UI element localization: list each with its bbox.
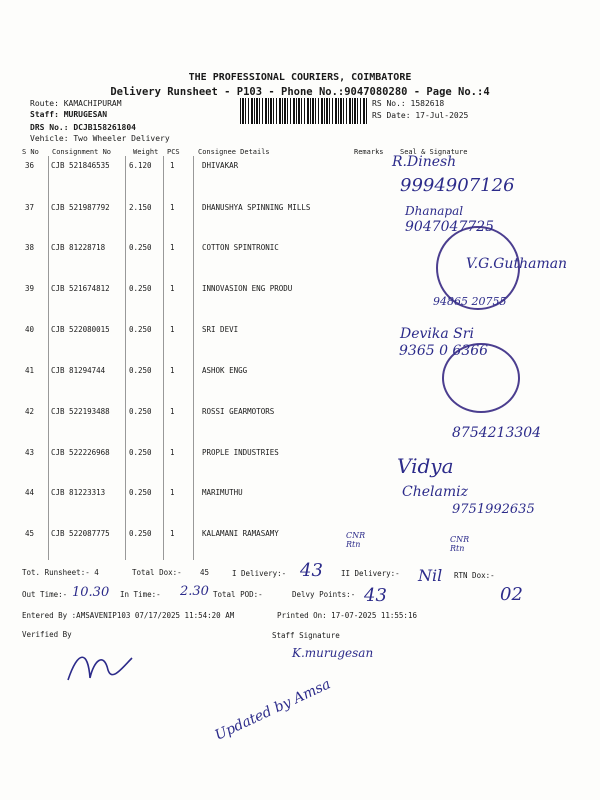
handwritten-value: 2.30 (180, 584, 209, 599)
col-seal: Seal & Signature (400, 148, 468, 156)
staff-label: Staff: MURUGESAN (30, 110, 108, 119)
handwritten-value: 02 (500, 584, 523, 605)
remark-note: CNR Rtn (450, 535, 470, 553)
in-time-label: In Time:- (120, 590, 161, 599)
handwritten-phone: 9751992635 (452, 502, 535, 517)
signature: Dhanapal (405, 204, 464, 218)
handwritten-value: 10.30 (72, 585, 110, 600)
handwritten-phone: 94865 20755 (433, 295, 507, 308)
total-dox-label: Total Dox:- (132, 568, 182, 577)
rs-number: RS No.: 1582618 (372, 99, 445, 108)
printed-on: Printed On: 17-07-2025 11:55:16 (277, 611, 417, 620)
handwritten-phone: 9365 0 6366 (399, 343, 489, 359)
col-consignment: Consignment No (52, 148, 112, 156)
rtn-dox-label: RTN Dox:- (454, 571, 495, 580)
staff-signature: K.murugesan (292, 646, 374, 660)
handwritten-value: 43 (364, 585, 387, 606)
col-weight: Weight (133, 148, 159, 156)
delvy-points-label: Delvy Points:- (292, 590, 356, 599)
handwritten-value: Nil (418, 566, 443, 585)
route-label: Route: KAMACHIPURAM (30, 99, 122, 108)
signature: R.Dinesh (392, 154, 457, 170)
col-consignee: Consignee Details (198, 148, 270, 156)
entered-by: Entered By :AMSAVENIP103 07/17/2025 11:54:20 AM (22, 611, 235, 620)
handwritten-phone: 8754213304 (452, 425, 542, 441)
barcode-image (240, 98, 368, 124)
handwritten-phone: 9047047725 (405, 219, 495, 235)
signature: V.G.Guthaman (466, 256, 568, 272)
staff-signature-label: Staff Signature (272, 631, 340, 640)
ii-delivery-label: II Delivery:- (341, 569, 400, 578)
updated-note: Updated by Amsa (212, 676, 334, 744)
col-pcs: PCS (167, 148, 180, 156)
handwritten-phone: 9994907126 (400, 175, 515, 196)
out-time-label: Out Time:- (22, 590, 68, 599)
verified-by-label: Verified By (22, 630, 72, 639)
drs-number: DRS No.: DCJB158261804 (30, 123, 136, 132)
signature: Vidya (397, 454, 454, 478)
company-title: THE PROFESSIONAL COURIERS, COIMBATORE (188, 72, 412, 83)
tot-runsheet: Tot. Runsheet:- 4 (22, 568, 99, 577)
col-sno: S No (22, 148, 39, 156)
handwritten-value: 43 (300, 560, 323, 581)
remark-note: CNR Rtn (346, 531, 366, 549)
vehicle-label: Vehicle: Two Wheeler Delivery (30, 134, 170, 143)
verifier-signature (60, 640, 140, 690)
signature: Chelamiz (402, 484, 468, 500)
runsheet-title: Delivery Runsheet - P103 - Phone No.:9047080280 - Page No.:4 (110, 86, 490, 98)
i-delivery-label: I Delivery:- (232, 569, 287, 578)
rs-date: RS Date: 17-Jul-2025 (372, 111, 469, 120)
signature: Devika Sri (400, 326, 474, 342)
col-remarks: Remarks (354, 148, 384, 156)
total-dox-value: 45 (200, 568, 210, 577)
total-pod-label: Total POD:- (213, 590, 263, 599)
